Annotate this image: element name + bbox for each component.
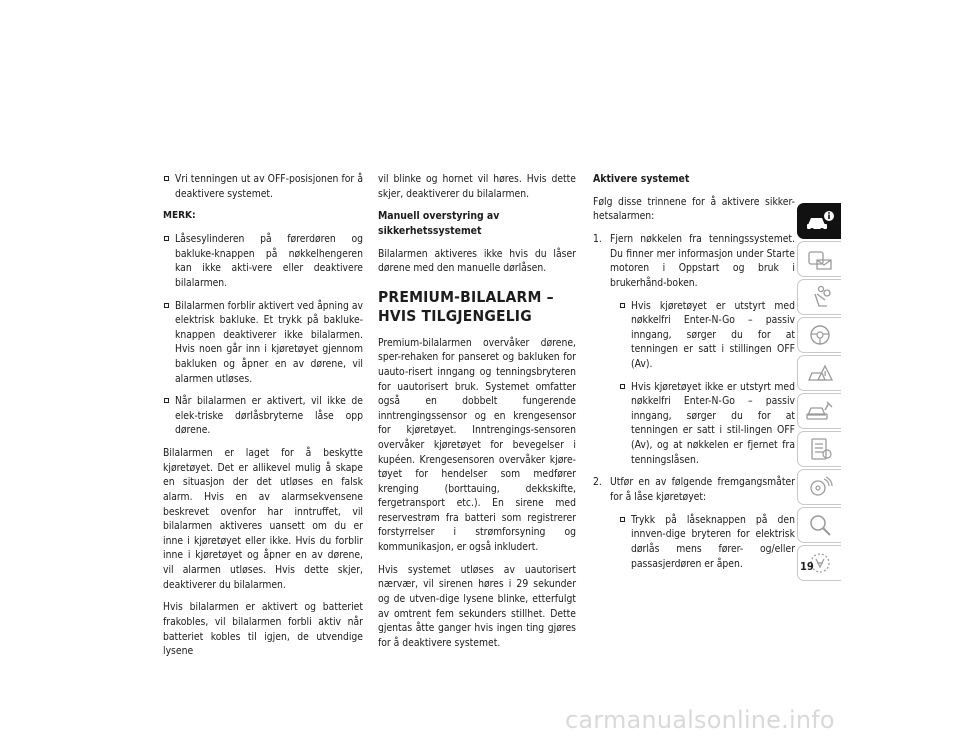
square-bullet-icon <box>164 398 169 403</box>
paragraph: Hvis bilalarmen er aktivert og batteriet frakobles, vil bilalarmen forbli aktiv når batteriet kobles til igjen, de utvendige lysene <box>163 601 363 658</box>
search-icon <box>805 512 835 538</box>
bullet-item: Når bilalarmen er aktivert, vil ikke de elek-triske dørlåsbryterne låse opp dørene. <box>163 394 363 438</box>
square-bullet-icon <box>164 176 169 181</box>
bullet-item: Bilalarmen forblir aktivert ved åpning av elektrisk bakluke. Et trykk på bakluke-knappen deaktiverer ikke bilalarmen. Hvis noen går inn i kjøretøyet gjennom bakluken og åpner en av dørene, vil alarmen utløses. <box>163 299 363 387</box>
tab-seat-safety[interactable] <box>797 279 841 315</box>
bullet-item: Trykk på låseknappen på den innven-dige bryteren for elektrisk dørlås mens fører- og/eller passasjerdøren er åpen. <box>619 513 795 571</box>
square-bullet-icon <box>620 303 625 308</box>
numbered-item: 1. Fjern nøkkelen fra tenningssystemet. Du finner mer informasjon under Starte motoren i Oppstart og bruk i brukerhånd-boken. <box>593 232 795 289</box>
square-bullet-icon <box>620 517 625 522</box>
steering-wheel-icon <box>805 322 835 348</box>
messages-icon <box>805 246 835 272</box>
column-middle <box>378 172 576 659</box>
paragraph: vil blinke og hornet vil høres. Hvis dette skjer, deaktiverer du bilalarmen. <box>378 173 576 200</box>
tab-car-info[interactable] <box>797 203 841 239</box>
seat-safety-icon <box>805 284 835 310</box>
tab-multimedia[interactable] <box>797 469 841 505</box>
chapter-tabs <box>797 203 841 583</box>
tab-driving[interactable] <box>797 317 841 353</box>
page-number: 19 <box>800 560 814 573</box>
car-service-icon <box>805 398 835 424</box>
square-bullet-icon <box>164 236 169 241</box>
numbered-item: 2. Utfør en av følgende fremgangsmåter for å låse kjøretøyet: <box>593 476 795 504</box>
bullet-item: Hvis kjøretøyet ikke er utstyrt med nøkkelfri Enter-N-Go – passiv inngang, sørger du for at tenningen er satt i stil-lingen OFF (Av), og at nøkkelen er fjernet fra tenningslåsen. <box>619 380 795 468</box>
breakdown-icon <box>805 360 835 386</box>
paragraph: Følg disse trinnene for å aktivere sikker-hetsalarmen: <box>593 195 795 223</box>
paragraph: Bilalarmen aktiveres ikke hvis du låser dørene med den manuelle dørlåsen. <box>378 247 576 275</box>
watermark: carmanualsonline.info <box>565 706 835 734</box>
paragraph: Premium-bilalarmen overvåker dørene, sper-rehaken for panseret og bakluken for uauto-risert inngang og tenningsbryteren for uautorisert bruk. Systemet omfatter også en dobbelt fungerende inntrengingssensor og en krengesensor for kjøretøyet. Inntrengings-sensoren overvåker kjøretøyet for bevegelser i kupéen. Krengesensoren overvåker kjøre-tøyet for hendelser som medfører krenging (borttauing, dekkskifte, fergetransport etc.). En sirene med reservestrøm fra batteri som registrerer forstyrrelser i strømforsyning og kommunikasjon, er også inkludert. <box>378 336 576 554</box>
tab-specs[interactable] <box>797 431 841 467</box>
tab-search[interactable] <box>797 507 841 543</box>
column-right <box>593 172 795 579</box>
tab-messages[interactable] <box>797 241 841 277</box>
tab-service[interactable] <box>797 393 841 429</box>
subheading-activate: Aktivere systemet <box>593 173 690 185</box>
specs-list-icon <box>805 436 835 462</box>
bullet-item: Hvis kjøretøyet er utstyrt med nøkkelfri Enter-N-Go – passiv inngang, sørger du for at tenningen er satt i stillingen OFF (Av). <box>619 299 795 372</box>
note-label: MERK: <box>163 210 196 222</box>
bullet-item: Vri tenningen ut av OFF-posisjonen for å deaktivere systemet. <box>163 172 363 201</box>
car-info-icon <box>805 208 835 234</box>
square-bullet-icon <box>620 384 625 389</box>
section-heading-premium-alarm: PREMIUM-BILALARM – HVIS TILGJENGELIG <box>378 287 554 325</box>
bullet-item: Låsesylinderen på førerdøren og bakluke-knappen på nøkkelhengeren kan ikke akti-vere eller deaktivere bilalarmen. <box>163 232 363 290</box>
paragraph: Hvis systemet utløses av uautorisert nærvær, vil sirenen høres i 29 sekunder og de utven-dige lysene blinke, etterfulgt av omtrent fem sekunders stillhet. Dette gjentas åtte ganger hvis ingen ting gjøres for å deaktivere systemet. <box>378 563 576 649</box>
column-left <box>163 172 363 667</box>
paragraph: Bilalarmen er laget for å beskytte kjøretøyet. Det er allikevel mulig å skape en situasjon der det utløses en falsk alarm. Hvis en av alarmsekvensene beskrevet ovenfor har inntruffet, vil bilalarmen aktiveres uansett om du er inne i kjøretøyet eller ikke. Hvis du forblir inne i kjøretøyet og åpner en av dørene, vil alarmen utløses. Hvis dette skjer, deaktiverer du bilalarmen. <box>163 447 363 591</box>
square-bullet-icon <box>164 303 169 308</box>
multimedia-icon <box>805 474 835 500</box>
subheading-manual-override: Manuell overstyring av sikkerhetssystemet <box>378 210 500 237</box>
tab-breakdown[interactable] <box>797 355 841 391</box>
